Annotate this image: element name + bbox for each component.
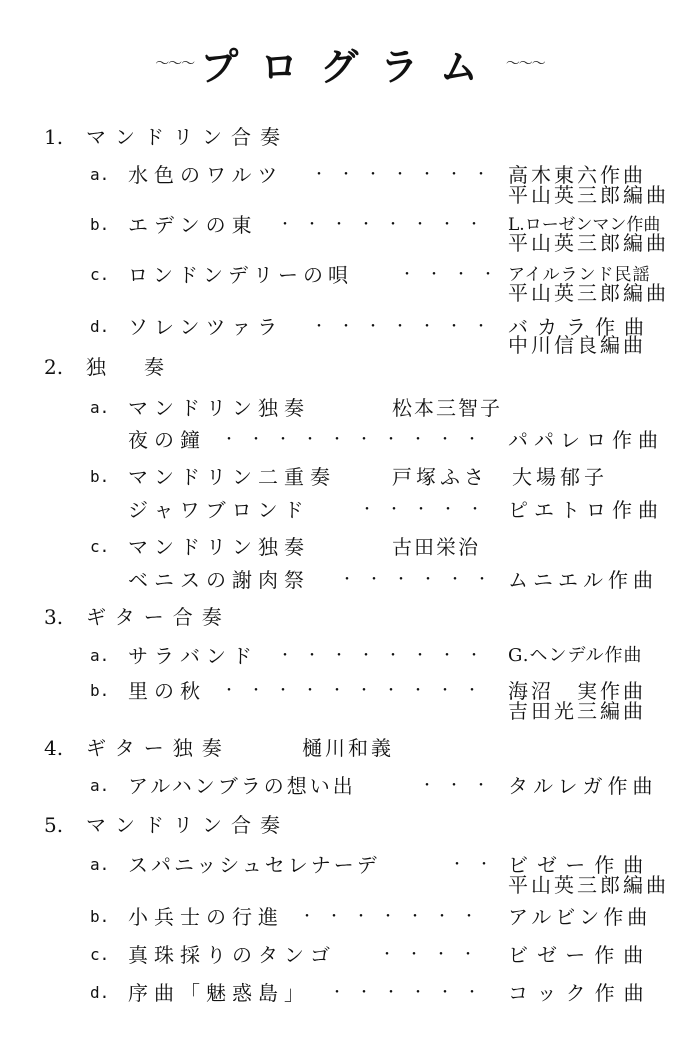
section-title: ギター合奏 <box>86 605 231 629</box>
title-ornament-left: 〜〜〜 <box>155 56 195 72</box>
program-piece <box>0 425 700 455</box>
item-performers: 松本三智子 <box>392 396 502 420</box>
item-title: スパニッシュセレナーデ <box>128 853 380 877</box>
leader-dots: ・・・・・・・ <box>312 319 501 335</box>
program-item-credit-line <box>0 870 700 900</box>
item-title: 小兵士の行進 <box>128 905 284 929</box>
item-letter: a. <box>90 646 110 665</box>
item-credit: ビゼー作曲 <box>508 943 653 967</box>
item-title: 水色のワルツ <box>128 163 284 187</box>
item-letter: d. <box>90 983 110 1002</box>
item-arranger: 平山英三郎編曲 <box>508 231 669 255</box>
leader-dots: ・・・ <box>420 778 501 794</box>
item-title: マンドリン二重奏 <box>128 465 336 489</box>
item-letter: d. <box>90 317 110 336</box>
leader-dots: ・・・・・ <box>360 502 495 518</box>
section-title: 独 奏 <box>86 355 173 379</box>
section-performer: 樋川和義 <box>302 736 394 760</box>
item-credit: タルレガ作曲 <box>508 774 658 798</box>
item-letter: c. <box>90 537 110 556</box>
program-item <box>0 940 700 970</box>
leader-dots: ・・・・・・ <box>330 985 492 1001</box>
program-piece <box>0 495 700 525</box>
item-credit: ピエトロ作曲 <box>508 498 664 522</box>
piece-title: ジャワブロンド <box>128 498 310 522</box>
program-item-credit-line <box>0 278 700 308</box>
section-title: ギター独奏 <box>86 736 231 760</box>
section-number: 1. <box>44 125 64 149</box>
program-piece <box>0 565 700 595</box>
program-item-credit-line <box>0 696 700 726</box>
item-letter: b. <box>90 907 110 926</box>
item-title: マンドリン独奏 <box>128 396 310 420</box>
section-number: 3. <box>44 605 64 629</box>
item-credit: ムニエル作曲 <box>508 568 658 592</box>
section-title: マンドリン合奏 <box>86 125 289 149</box>
item-credit: 高木東六作曲 <box>508 163 646 187</box>
section-1-heading <box>0 122 700 152</box>
item-arranger: 平山英三郎編曲 <box>508 281 669 305</box>
item-letter: a. <box>90 398 110 417</box>
item-title: ロンドンデリーの唄 <box>128 263 353 287</box>
piece-title: 夜の鐘 <box>128 428 206 452</box>
program-item <box>0 532 700 562</box>
program-item <box>0 978 700 1008</box>
section-number: 5. <box>44 813 64 837</box>
item-title: 真珠採りのタンゴ <box>128 943 336 967</box>
program-item <box>0 393 700 423</box>
item-credit: アイルランド民謡 <box>508 265 651 285</box>
item-letter: b. <box>90 215 110 234</box>
item-letter: a. <box>90 776 110 795</box>
program-header <box>0 38 700 88</box>
title-ornament-right: 〜〜〜 <box>505 56 545 72</box>
program-item <box>0 462 700 492</box>
leader-dots: ・・・・・・・・・・ <box>222 683 492 699</box>
leader-dots: ・・・・・・・・ <box>278 648 494 664</box>
item-letter: b. <box>90 467 110 486</box>
item-title: ソレンツァラ <box>128 315 284 339</box>
program-item-credit-line <box>0 228 700 258</box>
item-letter: b. <box>90 681 110 700</box>
item-credit: L.ローゼンマン作曲 <box>508 215 661 235</box>
leader-dots: ・・・・・・・・ <box>278 217 494 233</box>
item-credit: ビゼー作曲 <box>508 853 653 877</box>
program-item <box>0 771 700 801</box>
item-letter: a. <box>90 855 110 874</box>
leader-dots: ・・ <box>450 857 504 873</box>
item-performers: 古田栄治 <box>392 535 480 559</box>
item-performers: 戸塚ふさ 大場郁子 <box>392 465 608 489</box>
section-5-heading <box>0 810 700 840</box>
item-credit: G.ヘンデル作曲 <box>508 645 643 666</box>
item-title: アルハンブラの想い出 <box>128 774 356 798</box>
program-item <box>0 641 700 671</box>
program-title: プログラム <box>200 44 500 89</box>
piece-title: ベニスの謝肉祭 <box>128 568 310 592</box>
item-credit: パパレロ作曲 <box>508 428 664 452</box>
leader-dots: ・・・・ <box>380 947 488 963</box>
item-arranger: 平山英三郎編曲 <box>508 873 669 897</box>
item-title: サラバンド <box>128 644 258 668</box>
item-credit: コック作曲 <box>508 981 653 1005</box>
item-letter: c. <box>90 945 110 964</box>
item-letter: a. <box>90 165 110 184</box>
leader-dots: ・・・・・・・ <box>300 909 489 925</box>
item-credit: バカラ作曲 <box>508 315 653 339</box>
section-2-heading <box>0 352 700 382</box>
section-number: 4. <box>44 736 64 760</box>
section-number: 2. <box>44 355 64 379</box>
section-3-heading <box>0 602 700 632</box>
item-letter: c. <box>90 265 110 284</box>
item-credit: アルビン作曲 <box>508 905 652 929</box>
item-arranger: 平山英三郎編曲 <box>508 183 669 207</box>
leader-dots: ・・・・・・ <box>340 572 502 588</box>
item-title: マンドリン独奏 <box>128 535 310 559</box>
program-item <box>0 902 700 932</box>
item-title: エデンの東 <box>128 213 258 237</box>
program-item-credit-line <box>0 180 700 210</box>
section-title: マンドリン合奏 <box>86 813 289 837</box>
item-arranger: 吉田光三編曲 <box>508 699 646 723</box>
leader-dots: ・・・・ <box>400 267 508 283</box>
item-arranger: 中川信良編曲 <box>508 333 646 357</box>
section-4-heading <box>0 733 700 763</box>
leader-dots: ・・・・・・・ <box>312 167 501 183</box>
leader-dots: ・・・・・・・・・・ <box>222 432 492 448</box>
item-title: 序曲「魅惑島」 <box>128 981 310 1005</box>
item-title: 里の秋 <box>128 679 206 703</box>
item-credit: 海沼 実作曲 <box>508 679 646 703</box>
